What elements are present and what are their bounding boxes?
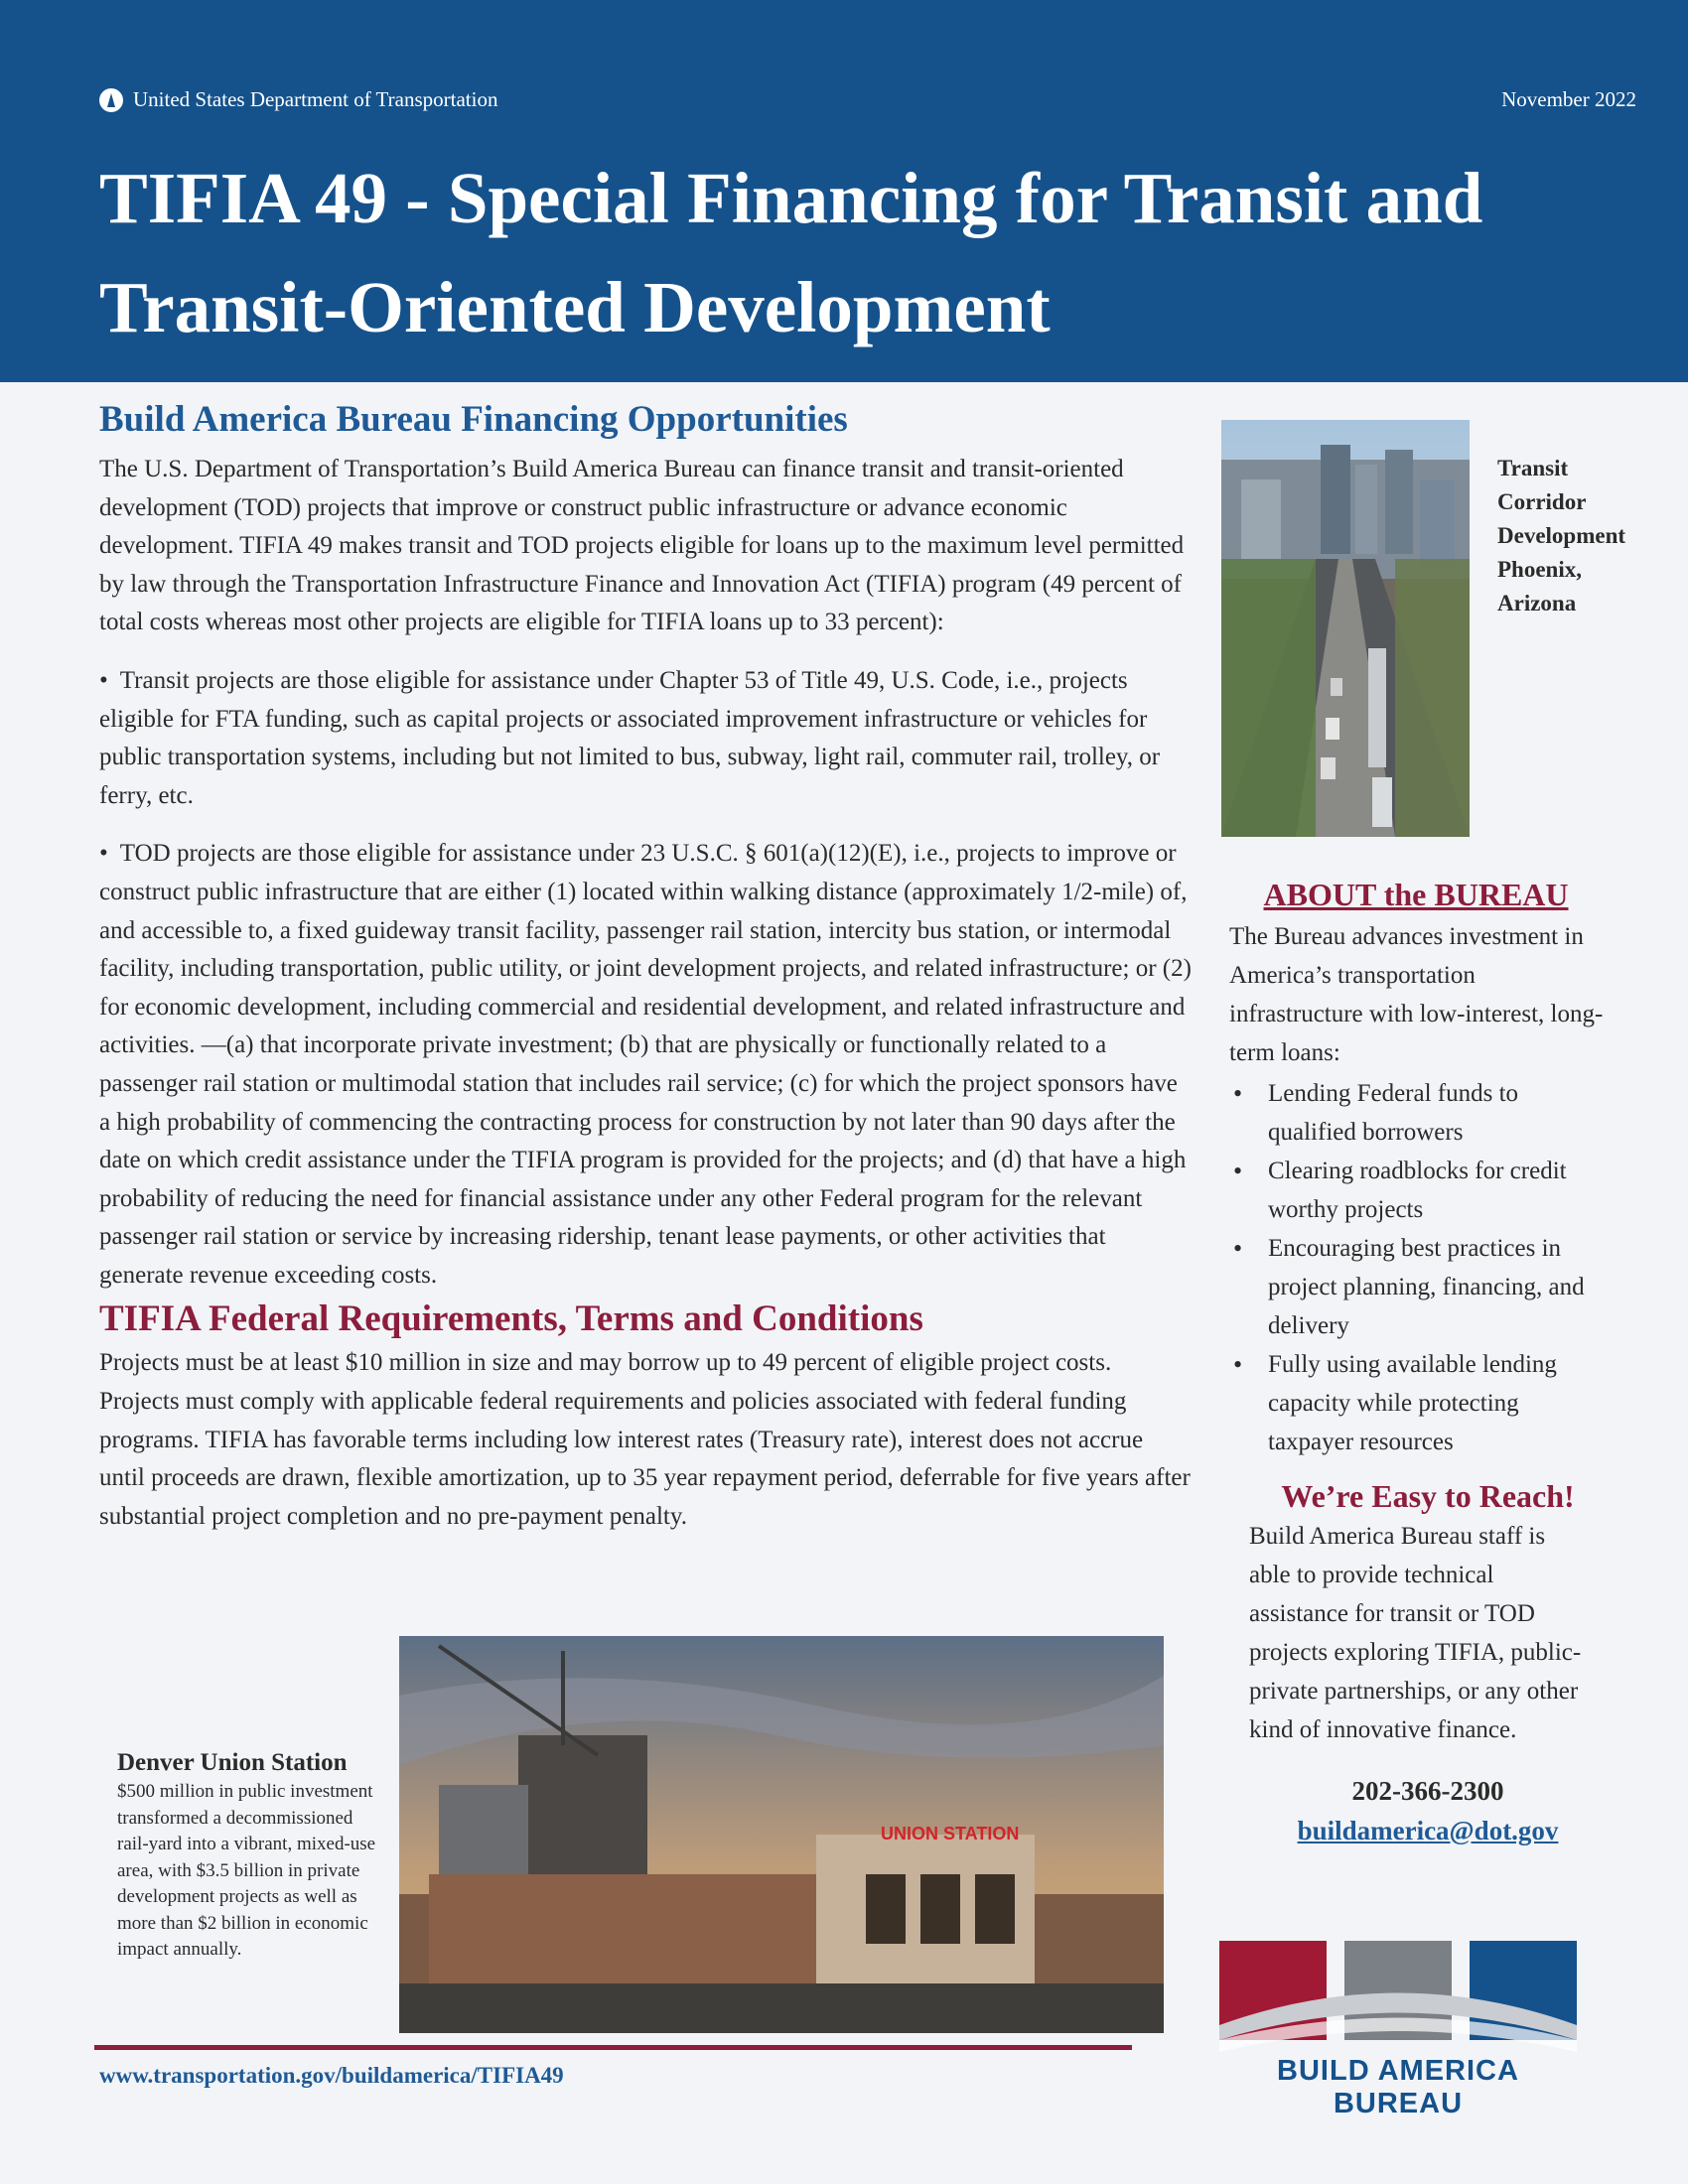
denver-caption bbox=[117, 1747, 383, 1964]
transit-bullet bbox=[99, 662, 1192, 815]
denver-caption-text: $500 million in public investment transformed a decommissioned rail-yard into a vibrant, mixed-use area, with $3.5 billion in private development projects as well as more than $2 billion in economic impact annually. bbox=[117, 1781, 376, 1960]
header-banner bbox=[0, 0, 1688, 382]
bullet-icon: • bbox=[99, 666, 108, 694]
build-america-bureau-wordmark: BUILD AMERICA BUREAU bbox=[1277, 2055, 1519, 2119]
footer-rule bbox=[94, 2045, 1132, 2050]
denver-caption-title: Denver Union Station bbox=[117, 1749, 348, 1776]
transit-bullet-text: Transit projects are those eligible for assistance under Chapter 53 of Title 49, U.S. Code, i.e., projects eligible for FTA funding, such as capital projects or associated improvement infrastructure or vehicles for public transportation systems, including but not limited to bus, subway, light rail, commuter rail, trolley, or ferry, etc. bbox=[99, 666, 1161, 809]
financing-intro: The U.S. Department of Transportation’s Build America Bureau can finance transit and transit-oriented development (TOD) projects that improve or construct public infrastructure or advance economic development. TIFIA 49 makes transit and TOD projects eligible for loans up to the maximum level permitted by law through the Transportation Infrastructure Finance and Innovation Act (TIFIA) program (49 percent of total costs whereas most other projects are eligible for TIFIA loans up to 33 percent): bbox=[99, 456, 1185, 636]
page-title-line-1: TIFIA 49 - Special Financing for Transit and bbox=[99, 158, 1483, 238]
phoenix-caption-line: Transit bbox=[1497, 456, 1569, 480]
agency-name: United States Department of Transportation bbox=[133, 87, 498, 111]
bullet-icon: • bbox=[99, 840, 108, 868]
tod-bullet bbox=[99, 835, 1192, 1295]
phoenix-caption bbox=[1497, 452, 1676, 620]
page-title bbox=[99, 144, 1648, 362]
phoenix-corridor-photo bbox=[1221, 420, 1470, 837]
phone-number: 202-366-2300 bbox=[1351, 1776, 1504, 1806]
list-item: • Fully using available lending capacity while protecting taxpayer resources bbox=[1229, 1345, 1607, 1461]
about-intro: The Bureau advances investment in America’s transportation infrastructure with low-interest, long-term loans: bbox=[1229, 923, 1604, 1066]
about-list bbox=[1229, 1074, 1607, 1461]
footer-url-link[interactable]: www.transportation.gov/buildamerica/TIFIA49 bbox=[99, 2063, 564, 2088]
list-item: • Clearing roadblocks for credit worthy projects bbox=[1229, 1152, 1607, 1229]
page-title-line-2: Transit-Oriented Development bbox=[99, 267, 1051, 347]
about-heading: ABOUT the BUREAU bbox=[1263, 877, 1569, 912]
financing-heading: Build America Bureau Financing Opportunities bbox=[99, 399, 848, 440]
main-column bbox=[99, 395, 1192, 1536]
phoenix-caption-line: Development bbox=[1497, 523, 1626, 548]
phoenix-caption-line: Corridor bbox=[1497, 489, 1587, 514]
phoenix-caption-line: Arizona bbox=[1497, 591, 1577, 615]
dot-seal-icon bbox=[99, 88, 123, 112]
list-item: • Encouraging best practices in project planning, financing, and delivery bbox=[1229, 1229, 1607, 1345]
union-station-sign: UNION STATION bbox=[881, 1824, 1020, 1843]
reach-heading: We’re Easy to Reach! bbox=[1281, 1478, 1575, 1514]
tod-bullet-text: TOD projects are those eligible for assistance under 23 U.S.C. § 601(a)(12)(E), i.e., projects to improve or construct public infrastructure that are either (1) located within walking distance (approximately 1/2-mile) of, and accessible to, a fixed guideway transit facility, passenger rail station, intercity bus station, or intermodal facility, including transportation, public utility, or joint development projects, and related infrastructure; or (2) for economic development, including commercial and residential development, and related infrastructure and activities. —(a) that incorporate private investment; (b) that are physically or functionally related to a passenger rail station or multimodal station that includes rail service; (c) for which the project sponsors have a high probability of commencing the contracting process for construction by not later than 90 days after the date on which credit assistance under the TIFIA program is provided for the projects; and (d) that have a high probability of reducing the need for financial assistance under any other Federal program for the relevant passenger rail station or service by increasing ridership, tenant lease payments, or other activities that generate revenue exceeding costs. bbox=[99, 840, 1192, 1289]
reach-text: Build America Bureau staff is able to provide technical assistance for transit or TOD projects exploring TIFIA, public-private partnerships, or any other kind of innovative finance. bbox=[1249, 1523, 1582, 1743]
email-link[interactable]: buildamerica@dot.gov bbox=[1297, 1816, 1559, 1845]
agency-line bbox=[99, 87, 497, 112]
publication-date: November 2022 bbox=[1501, 87, 1636, 111]
requirements-text: Projects must be at least $10 million in size and may borrow up to 49 percent of eligible project costs. Projects must comply with applicable federal requirements and policies associated with federal funding programs. TIFIA has favorable terms including low interest rates (Treasury rate), interest does not accrue until proceeds are drawn, flexible amortization, up to 35 year repayment period, deferrable for five years after substantial project completion and no pre-payment penalty. bbox=[99, 1349, 1191, 1530]
denver-union-station-photo bbox=[399, 1636, 1164, 2033]
list-item: • Lending Federal funds to qualified borrowers bbox=[1229, 1074, 1607, 1152]
sidebar bbox=[1229, 874, 1607, 1850]
requirements-heading: TIFIA Federal Requirements, Terms and Conditions bbox=[99, 1298, 923, 1340]
phoenix-caption-line: Phoenix, bbox=[1497, 557, 1582, 582]
